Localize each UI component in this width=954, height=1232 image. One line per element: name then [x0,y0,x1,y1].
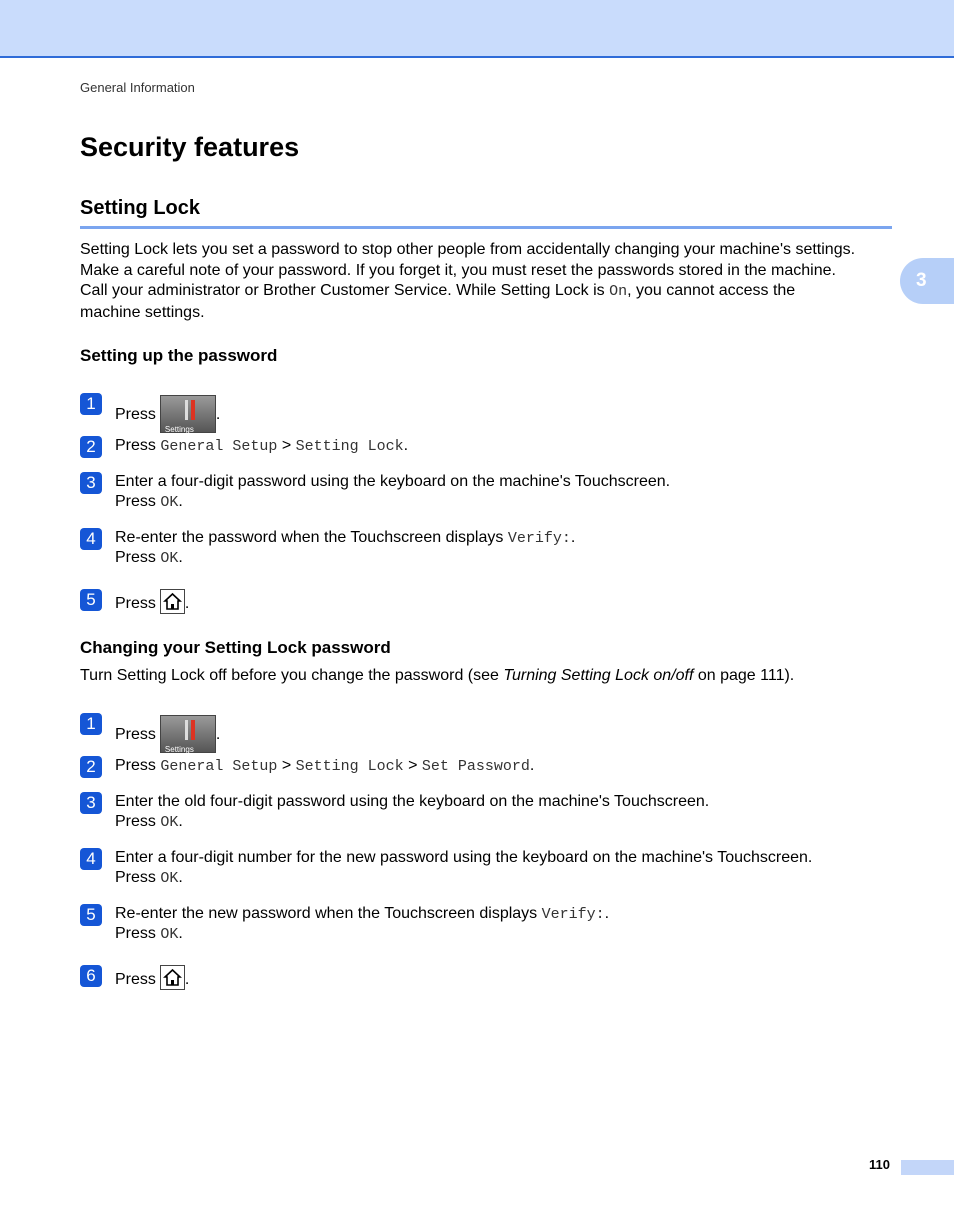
chapter-tab[interactable] [900,258,954,304]
chapter-number: 3 [916,270,927,291]
settings-icon[interactable]: Settings [160,395,216,433]
home-icon[interactable] [160,589,185,614]
change-intro: Turn Setting Lock off before you change the password (see Turning Setting Lock on/off on page 111). [80,667,795,684]
page-tab [901,1160,954,1175]
step-number: 4 [80,528,102,550]
cross-reference-link[interactable]: Turning Setting Lock on/off [503,667,694,684]
step-number: 1 [80,393,102,415]
intro-line-4: machine settings. [80,303,205,321]
step-number: 3 [80,792,102,814]
step-number: 3 [80,472,102,494]
subheading-setup: Setting up the password [80,346,278,365]
step-number: 2 [80,756,102,778]
menu-path-general-setup: General Setup [160,438,278,455]
step-number: 2 [80,436,102,458]
step-number: 1 [80,713,102,735]
section-heading: Setting Lock [80,197,201,219]
settings-icon[interactable]: Settings [160,715,216,753]
step-number: 4 [80,848,102,870]
page-number: 110 [869,1157,890,1172]
intro-paragraph [80,240,895,323]
menu-path-setting-lock: Setting Lock [295,438,404,455]
intro-line-3: Call your administrator or Brother Customer Service. While Setting Lock is On, you cannot access the [80,282,796,300]
intro-line-2: Make a careful note of your password. If you forget it, you must reset the passwords stored in the machine. [80,261,836,279]
subheading-change: Changing your Setting Lock password [80,638,391,657]
step-number: 5 [80,589,102,611]
section-divider [80,226,892,229]
home-icon[interactable] [160,965,185,990]
top-banner [0,0,954,58]
intro-line-1: Setting Lock lets you set a password to stop other people from accidentally changing your machine's settings. [80,241,856,258]
page-title: Security features [80,132,300,162]
step-number: 6 [80,965,102,987]
step-number: 5 [80,904,102,926]
running-header: General Information [80,80,195,95]
